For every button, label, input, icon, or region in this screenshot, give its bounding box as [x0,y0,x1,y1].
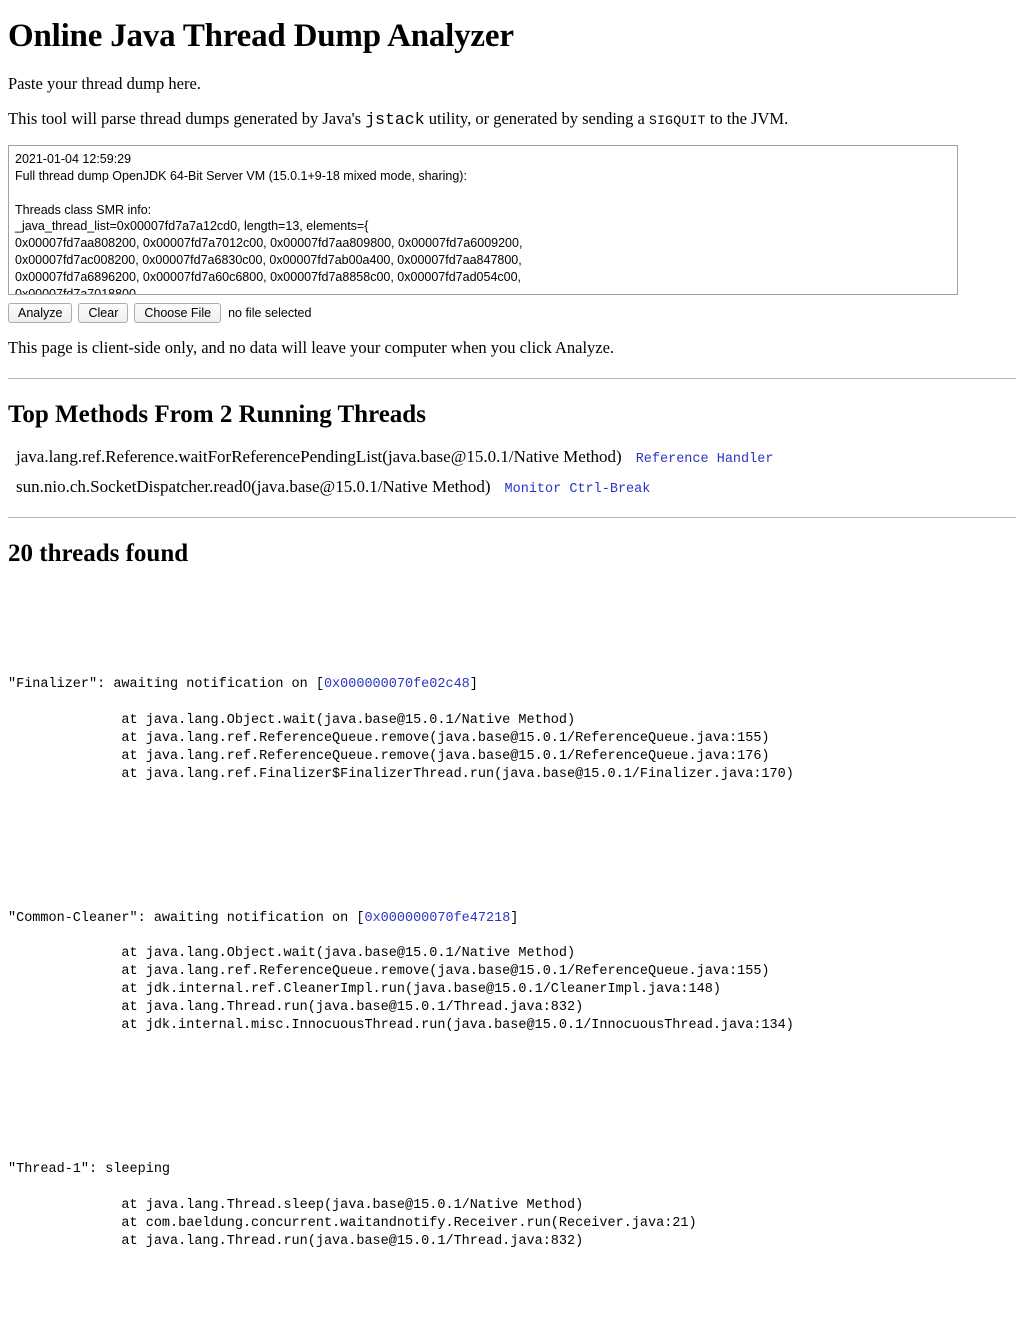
file-picker[interactable] [134,303,311,323]
thread-header [8,1161,1016,1179]
top-methods-heading: Top Methods From 2 Running Threads [8,401,426,429]
thread-block [8,640,1016,802]
top-method-thread: Monitor Ctrl-Break [504,482,651,498]
clear-button[interactable]: Clear [78,303,128,323]
thread-header-suffix: ] [510,910,519,926]
threads-list [8,586,1016,1340]
top-methods-list [8,447,1016,497]
stack-frame: at java.lang.ref.Finalizer$FinalizerThread.run(java.base@15.0.1/Finalizer.java:170) [56,766,794,782]
stack-frame: at jdk.internal.ref.CleanerImpl.run(java.base@15.0.1/CleanerImpl.java:148) [56,982,721,998]
choose-file-button[interactable]: Choose File [134,303,221,323]
threads-found-heading: 20 threads found [8,540,189,568]
thread-block [8,1125,1016,1269]
tool-description-suffix: to the JVM. [705,109,789,129]
thread-header-prefix: "Finalizer": awaiting notification on [ [8,677,324,693]
stack-frame: at com.baeldung.concurrent.waitandnotify.Receiver.run(Receiver.java:21) [56,1215,697,1231]
privacy-note: This page is client-side only, and no data will leave your computer when you click Analyze. [8,337,615,357]
top-method-name: sun.nio.ch.SocketDispatcher.read0(java.base@15.0.1/Native Method) [16,477,491,497]
thread-dump-textarea[interactable] [8,145,958,295]
thread-header-prefix: "Thread-1": sleeping [8,1161,171,1177]
tool-description-prefix: This tool will parse thread dumps generated by Java's [8,109,366,129]
stack-frame: at jdk.internal.misc.InnocuousThread.run(java.base@15.0.1/InnocuousThread.java:134) [56,1018,794,1034]
controls-row [8,303,1016,323]
lock-id: 0x000000070fe02c48 [323,677,470,693]
file-status-label: no file selected [228,305,312,320]
divider-top-methods [8,378,1016,379]
thread-header-suffix: ] [469,677,478,693]
thread-header [8,676,1016,694]
thread-dump-input-wrap [8,145,1016,295]
stack-frame: at java.lang.ref.ReferenceQueue.remove(java.base@15.0.1/ReferenceQueue.java:176) [56,748,770,764]
top-method-thread: Reference Handler [635,452,774,468]
stack-frame: at java.lang.Thread.run(java.base@15.0.1/Thread.java:832) [56,1000,584,1016]
stack-frame: at java.lang.Thread.sleep(java.base@15.0.1/Native Method) [56,1197,584,1213]
tool-description [8,108,1016,130]
stack-frame: at java.lang.ref.ReferenceQueue.remove(java.base@15.0.1/ReferenceQueue.java:155) [56,964,770,980]
thread-header-prefix: "Common-Cleaner": awaiting notification on [ [8,910,365,926]
tool-description-mid: utility, or generated by sending a [424,109,649,129]
jstack-code: jstack [365,110,425,130]
stack-frame: at java.lang.Object.wait(java.base@15.0.1/Native Method) [56,712,576,728]
divider-threads [8,517,1016,518]
stack-frame: at java.lang.Object.wait(java.base@15.0.1/Native Method) [56,946,576,962]
analyze-button[interactable]: Analyze [8,303,72,323]
sigquit-code: SIGQUIT [648,113,706,129]
top-method-name: java.lang.ref.Reference.waitForReferencePendingList(java.base@15.0.1/Native Method) [16,447,622,467]
stack-frame: at java.lang.Thread.run(java.base@15.0.1/Thread.java:832) [56,1233,584,1249]
lock-id: 0x000000070fe47218 [364,910,511,926]
thread-block [8,874,1016,1054]
top-method-row [8,477,1016,497]
top-method-row [8,447,1016,467]
paste-instruction: Paste your thread dump here. [8,74,201,93]
stack-frame: at java.lang.ref.ReferenceQueue.remove(java.base@15.0.1/ReferenceQueue.java:155) [56,730,770,746]
thread-header [8,910,1016,928]
page-title: Online Java Thread Dump Analyzer [8,18,514,54]
